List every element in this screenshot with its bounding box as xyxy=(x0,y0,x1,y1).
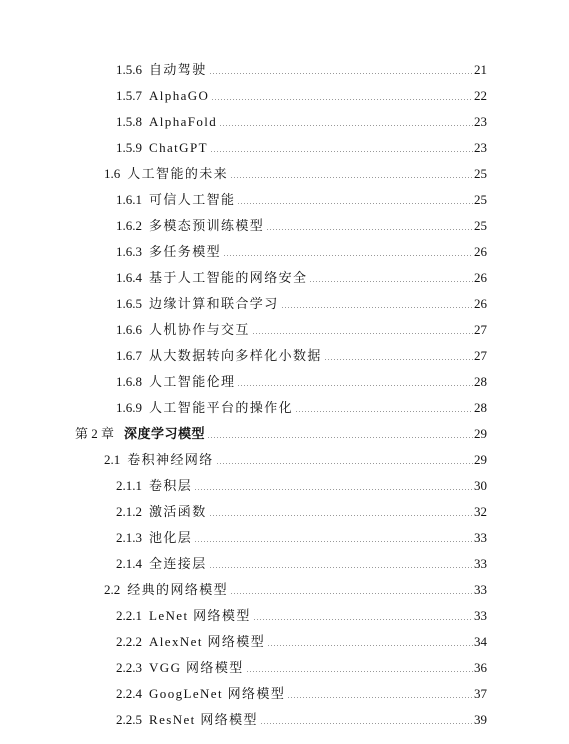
toc-entry-title: 经典的网络模型 xyxy=(127,582,229,597)
toc-entry-title: 人工智能的未来 xyxy=(127,166,229,181)
toc-subsection-entry[interactable] xyxy=(116,266,487,286)
dot-leader xyxy=(194,541,473,542)
dot-leader xyxy=(237,385,473,386)
toc-entry-number: 2.2.5 xyxy=(116,712,142,727)
dot-leader xyxy=(295,411,473,412)
toc-entry-title: 可信人工智能 xyxy=(149,192,236,207)
toc-entry-page-number: 28 xyxy=(474,400,487,415)
toc-entry-title: AlexNet 网络模型 xyxy=(149,634,266,649)
toc-entry-page-number: 39 xyxy=(474,712,487,727)
dot-leader xyxy=(209,515,473,516)
toc-entry-number: 1.6.7 xyxy=(116,348,142,363)
toc-entry-number: 第 2 章 xyxy=(75,426,115,441)
dot-leader xyxy=(209,73,473,74)
toc-entry-page-number: 28 xyxy=(474,374,487,389)
toc-subsection-entry[interactable] xyxy=(116,292,487,312)
toc-entry-number: 2.1.1 xyxy=(116,478,142,493)
toc-entry-number: 2.2 xyxy=(104,582,121,597)
toc-subsection-entry[interactable] xyxy=(116,110,487,130)
toc-subsection-entry[interactable] xyxy=(116,604,487,624)
toc-entry-title: 人工智能伦理 xyxy=(149,374,236,389)
toc-entry-title: 多任务模型 xyxy=(149,244,222,259)
toc-entry-title: 边缘计算和联合学习 xyxy=(149,296,279,311)
toc-entry-title: 卷积层 xyxy=(149,478,193,493)
toc-entry-page-number: 33 xyxy=(474,556,487,571)
toc-entry-page-number: 25 xyxy=(474,166,487,181)
toc-entry-page-number: 36 xyxy=(474,660,487,675)
toc-entry-number: 1.6.6 xyxy=(116,322,142,337)
dot-leader xyxy=(223,255,473,256)
dot-leader xyxy=(211,99,473,100)
toc-subsection-entry[interactable] xyxy=(116,396,487,416)
toc-entry-page-number: 26 xyxy=(474,270,487,285)
toc-subsection-entry[interactable] xyxy=(116,214,487,234)
dot-leader xyxy=(324,359,473,360)
toc-subsection-entry[interactable] xyxy=(116,370,487,390)
toc-entry-page-number: 23 xyxy=(474,140,487,155)
toc-entry-title: GoogLeNet 网络模型 xyxy=(149,686,286,701)
toc-entry-number: 1.6.4 xyxy=(116,270,142,285)
dot-leader xyxy=(252,333,473,334)
toc-entry-title: AlphaFold xyxy=(149,114,218,129)
toc-entry-title: LeNet 网络模型 xyxy=(149,608,251,623)
toc-entry-number: 2.2.4 xyxy=(116,686,142,701)
dot-leader xyxy=(253,619,473,620)
toc-entry-page-number: 34 xyxy=(474,634,487,649)
dot-leader xyxy=(230,593,473,594)
dot-leader xyxy=(237,203,473,204)
toc-subsection-entry[interactable] xyxy=(116,552,487,572)
toc-entry-number: 2.2.2 xyxy=(116,634,142,649)
toc-subsection-entry[interactable] xyxy=(116,136,487,156)
toc-entry-number: 1.6.9 xyxy=(116,400,142,415)
toc-entry-title: ResNet 网络模型 xyxy=(149,712,258,727)
toc-subsection-entry[interactable] xyxy=(116,474,487,494)
toc-entry-page-number: 29 xyxy=(474,426,487,441)
toc-entry-number: 2.2.3 xyxy=(116,660,142,675)
toc-subsection-entry[interactable] xyxy=(116,682,487,702)
toc-subsection-entry[interactable] xyxy=(116,58,487,78)
toc-entry-page-number: 27 xyxy=(474,348,487,363)
toc-entry-title: 激活函数 xyxy=(149,504,207,519)
toc-entry-page-number: 33 xyxy=(474,530,487,545)
toc-entry-title: 池化层 xyxy=(149,530,193,545)
toc-subsection-entry[interactable] xyxy=(116,708,487,728)
toc-entry-title: 自动驾驶 xyxy=(149,62,207,77)
toc-entry-number: 2.1.2 xyxy=(116,504,142,519)
toc-entry-title: 深度学习模型 xyxy=(124,426,206,441)
dot-leader xyxy=(219,125,473,126)
toc-entry-page-number: 26 xyxy=(474,296,487,311)
toc-subsection-entry[interactable] xyxy=(116,500,487,520)
toc-entry-page-number: 32 xyxy=(474,504,487,519)
toc-entry-number: 1.6.5 xyxy=(116,296,142,311)
toc-subsection-entry[interactable] xyxy=(116,318,487,338)
toc-entry-number: 1.5.9 xyxy=(116,140,142,155)
dot-leader xyxy=(216,463,473,464)
toc-entry-number: 2.1.4 xyxy=(116,556,142,571)
toc-entry-title: 人工智能平台的操作化 xyxy=(149,400,294,415)
toc-entry-page-number: 30 xyxy=(474,478,487,493)
toc-entry-number: 1.5.6 xyxy=(116,62,142,77)
toc-entry-page-number: 25 xyxy=(474,218,487,233)
toc-entry-page-number: 37 xyxy=(474,686,487,701)
toc-entry-number: 1.6.2 xyxy=(116,218,142,233)
toc-subsection-entry[interactable] xyxy=(116,630,487,650)
dot-leader xyxy=(309,281,473,282)
toc-subsection-entry[interactable] xyxy=(116,188,487,208)
toc-entry-number: 1.5.7 xyxy=(116,88,142,103)
toc-section-entry[interactable] xyxy=(104,448,487,468)
dot-leader xyxy=(209,567,473,568)
toc-entry-title: 人机协作与交互 xyxy=(149,322,250,337)
toc-subsection-entry[interactable] xyxy=(116,344,487,364)
toc-section-entry[interactable] xyxy=(104,578,487,598)
dot-leader xyxy=(260,723,473,724)
toc-entry-title: AlphaGO xyxy=(149,88,210,103)
toc-chapter-entry[interactable] xyxy=(75,422,487,442)
toc-entry-number: 2.1 xyxy=(104,452,121,467)
dot-leader xyxy=(267,645,473,646)
toc-entry-page-number: 21 xyxy=(474,62,487,77)
toc-entry-number: 1.6.8 xyxy=(116,374,142,389)
toc-entry-page-number: 33 xyxy=(474,608,487,623)
dot-leader xyxy=(281,307,473,308)
toc-entry-number: 1.5.8 xyxy=(116,114,142,129)
dot-leader xyxy=(287,697,473,698)
toc-entry-title: VGG 网络模型 xyxy=(149,660,244,675)
dot-leader xyxy=(246,671,473,672)
toc-entry-title: 卷积神经网络 xyxy=(127,452,214,467)
toc-entry-page-number: 27 xyxy=(474,322,487,337)
toc-entry-title: 从大数据转向多样化小数据 xyxy=(149,348,322,363)
toc-entry-title: ChatGPT xyxy=(149,140,208,155)
dot-leader xyxy=(194,489,473,490)
dot-leader xyxy=(207,437,473,438)
toc-entry-page-number: 23 xyxy=(474,114,487,129)
dot-leader xyxy=(266,229,473,230)
toc-entry-number: 1.6 xyxy=(104,166,121,181)
toc-entry-title: 多模态预训练模型 xyxy=(149,218,265,233)
toc-entry-number: 1.6.1 xyxy=(116,192,142,207)
toc-entry-number: 2.2.1 xyxy=(116,608,142,623)
toc-subsection-entry[interactable] xyxy=(116,84,487,104)
toc-entry-title: 基于人工智能的网络安全 xyxy=(149,270,308,285)
toc-entry-title: 全连接层 xyxy=(149,556,207,571)
toc-entry-page-number: 29 xyxy=(474,452,487,467)
toc-entry-number: 1.6.3 xyxy=(116,244,142,259)
toc-entry-page-number: 22 xyxy=(474,88,487,103)
toc-entry-page-number: 26 xyxy=(474,244,487,259)
toc-entry-page-number: 33 xyxy=(474,582,487,597)
toc-subsection-entry[interactable] xyxy=(116,526,487,546)
toc-section-entry[interactable] xyxy=(104,162,487,182)
dot-leader xyxy=(230,177,473,178)
toc-entry-number: 2.1.3 xyxy=(116,530,142,545)
toc-subsection-entry[interactable] xyxy=(116,656,487,676)
dot-leader xyxy=(210,151,473,152)
toc-entry-page-number: 25 xyxy=(474,192,487,207)
toc-subsection-entry[interactable] xyxy=(116,240,487,260)
